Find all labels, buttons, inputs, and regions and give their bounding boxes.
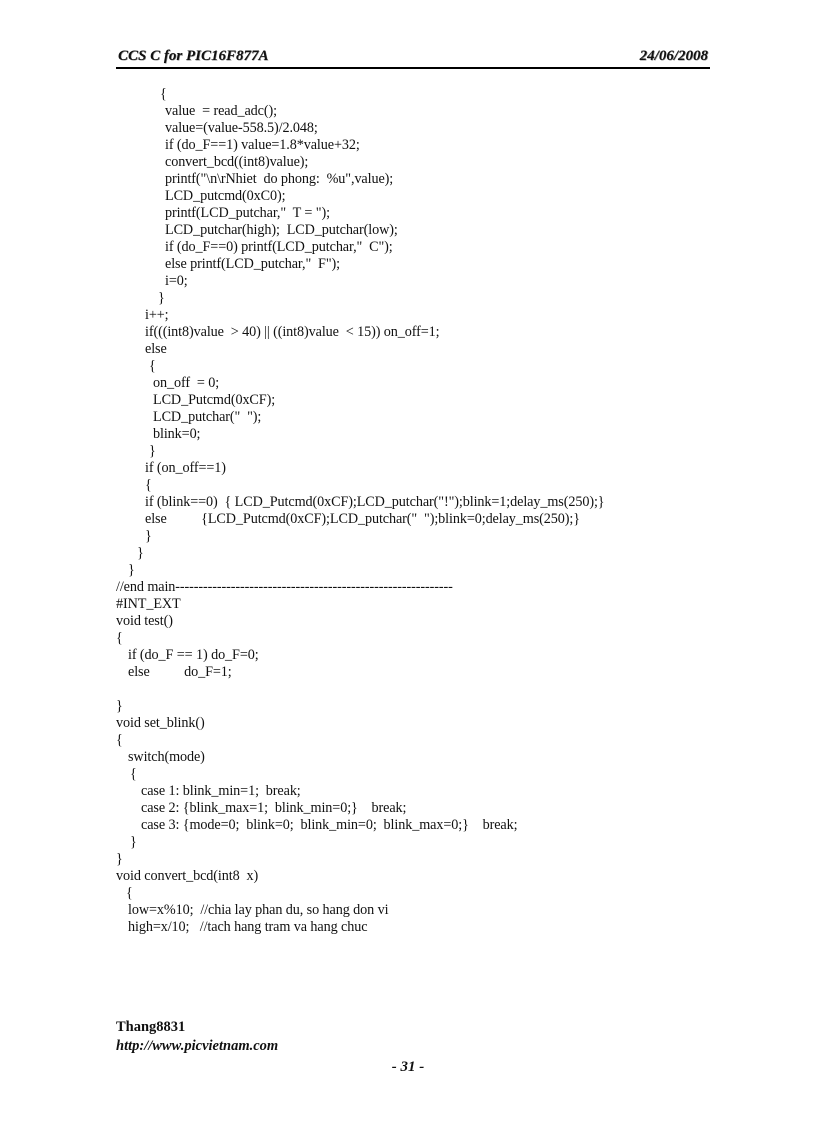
code-line: { — [116, 732, 123, 748]
code-line: blink=0; — [153, 426, 201, 442]
code-line: { — [116, 630, 123, 646]
code-line: { — [149, 358, 156, 374]
code-line: } — [137, 545, 144, 561]
code-line: { — [126, 885, 133, 901]
code-line: convert_bcd((int8)value); — [165, 154, 309, 170]
code-line: if(((int8)value > 40) || ((int8)value < 15)) on_off=1; — [145, 324, 440, 340]
code-line: void test() — [116, 613, 173, 629]
footer-website: http://www.picvietnam.com — [116, 1038, 279, 1054]
code-line: { — [145, 477, 152, 493]
code-line: LCD_Putcmd(0xCF); — [153, 392, 276, 408]
page-header — [116, 47, 710, 69]
code-line: { — [130, 766, 137, 782]
code-line: LCD_putchar(" "); — [153, 409, 262, 425]
code-line: high=x/10; //tach hang tram va hang chuc — [128, 919, 368, 935]
code-line: i++; — [145, 307, 169, 323]
code-line: case 3: {mode=0; blink=0; blink_min=0; blink_max=0;} break; — [141, 817, 518, 833]
code-line: } — [149, 443, 156, 459]
code-line: } — [116, 698, 123, 714]
code-line: void set_blink() — [116, 715, 205, 731]
code-line: else printf(LCD_putchar," F"); — [165, 256, 340, 272]
code-line: } — [130, 834, 137, 850]
code-line: if (do_F==1) value=1.8*value+32; — [165, 137, 360, 153]
code-line: if (on_off==1) — [145, 460, 226, 476]
footer-author: Thang8831 — [116, 1019, 186, 1035]
code-line: printf("\n\rNhiet do phong: %u",value); — [165, 171, 394, 187]
code-line: else {LCD_Putcmd(0xCF);LCD_putchar(" ");blink=0;delay_ms(250);} — [145, 511, 580, 527]
code-line: if (do_F == 1) do_F=0; — [128, 647, 259, 663]
code-line: //end main------------------------------------------------------------ — [116, 579, 453, 595]
code-line: value=(value-558.5)/2.048; — [165, 120, 318, 136]
header-date: 24/06/2008 — [639, 48, 708, 64]
code-line: } — [158, 290, 165, 306]
code-line: #INT_EXT — [116, 596, 181, 612]
code-line: else do_F=1; — [128, 664, 232, 680]
code-line: case 2: {blink_max=1; blink_min=0;} break; — [141, 800, 407, 816]
code-line: } — [128, 562, 135, 578]
code-line: LCD_putchar(high); LCD_putchar(low); — [165, 222, 398, 238]
code-line: on_off = 0; — [153, 375, 220, 391]
code-line: } — [116, 851, 123, 867]
code-line: LCD_putcmd(0xC0); — [165, 188, 286, 204]
code-line: { — [160, 86, 167, 102]
code-line: void convert_bcd(int8 x) — [116, 868, 259, 884]
code-line: } — [145, 528, 152, 544]
code-line: else — [145, 341, 167, 357]
code-line: case 1: blink_min=1; break; — [141, 783, 301, 799]
header-title: CCS C for PIC16F877A — [118, 48, 269, 64]
code-line: low=x%10; //chia lay phan du, so hang don vi — [128, 902, 389, 918]
code-line: switch(mode) — [128, 749, 205, 765]
code-line: printf(LCD_putchar," T = "); — [165, 205, 330, 221]
page-number: - 31 - — [391, 1059, 425, 1075]
code-line: value = read_adc(); — [165, 103, 277, 119]
code-line: if (do_F==0) printf(LCD_putchar," C"); — [165, 239, 393, 255]
code-line: i=0; — [165, 273, 188, 289]
code-line: if (blink==0) { LCD_Putcmd(0xCF);LCD_putchar("!");blink=1;delay_ms(250);} — [145, 494, 605, 510]
